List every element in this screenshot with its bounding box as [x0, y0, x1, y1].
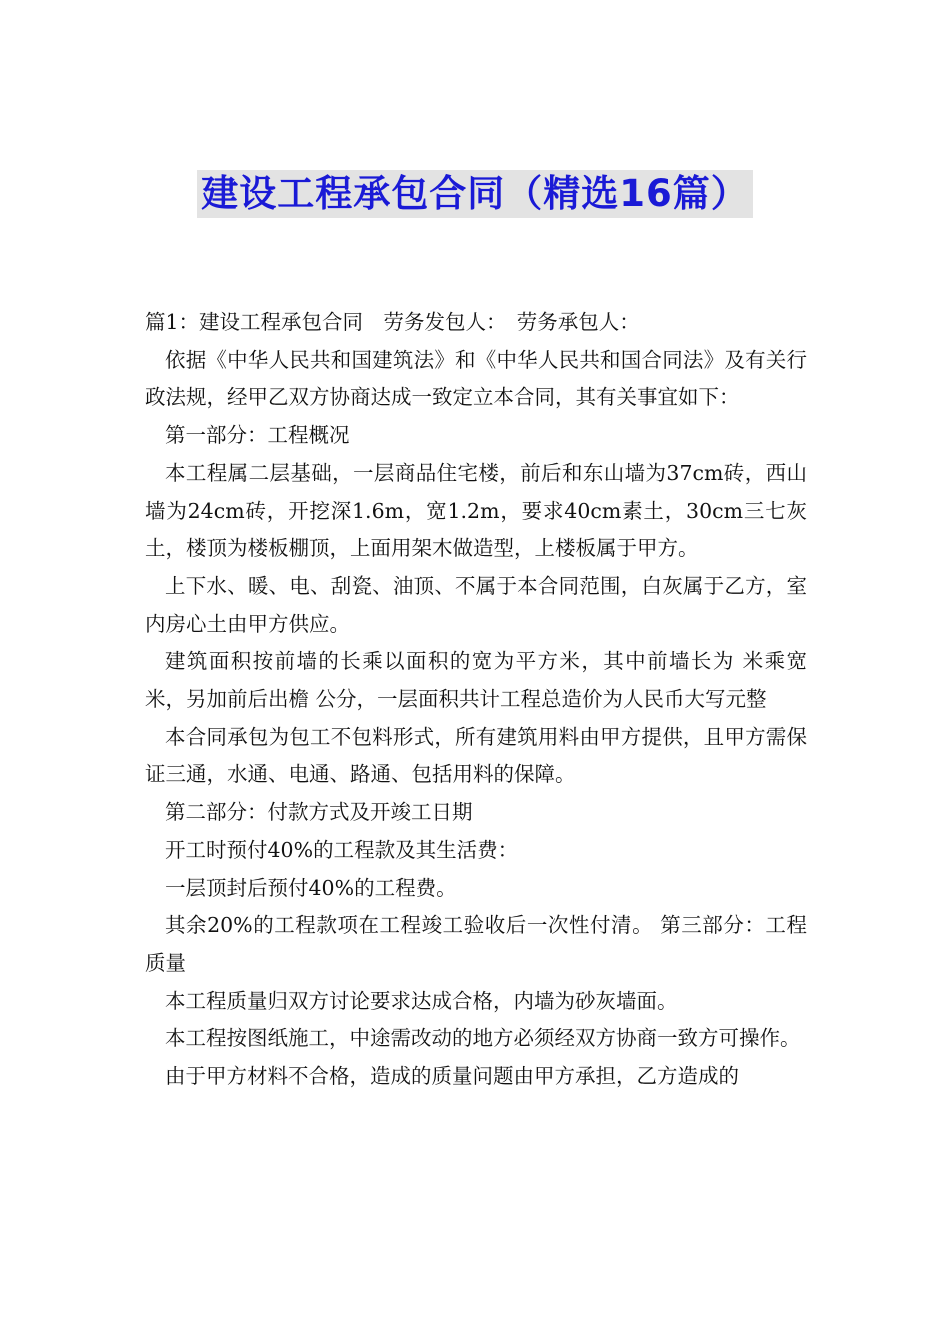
paragraph: 本工程质量归双方讨论要求达成合格，内墙为砂灰墙面。 [165, 988, 678, 1013]
paragraph: 其余20%的工程款项在工程竣工验收后一次性付清。 第三部分：工程质量 [145, 913, 807, 975]
paragraph: 开工时预付40%的工程款及其生活费： [165, 837, 519, 862]
paragraph: 本工程按图纸施工，中途需改动的地方必须经双方协商一致方可操作。 [165, 1026, 801, 1051]
paragraph: 篇1：建设工程承包合同 劳务发包人： 劳务承包人： [145, 310, 640, 334]
paragraph: 一层顶封后预付40%的工程费。 [165, 875, 457, 900]
document-body [145, 304, 807, 1096]
section-heading: 第一部分：工程概况 [165, 423, 350, 448]
paragraph: 由于甲方材料不合格，造成的质量问题由甲方承担，乙方造成的 [165, 1064, 739, 1089]
section-heading: 第二部分：付款方式及开竣工日期 [165, 800, 473, 825]
document-title: 建设工程承包合同（精选16篇） [197, 170, 753, 218]
paragraph: 本工程属二层基础，一层商品住宅楼，前后和东山墙为37cm砖，西山墙为24cm砖，开挖深1.6m，宽1.2m，要求40cm素土，30cm三七灰土，楼顶为楼板棚顶，上面用架木做造型，上楼板属于甲方。 [145, 460, 807, 561]
paragraph: 本合同承包为包工不包料形式，所有建筑用料由甲方提供，且甲方需保证三通，水通、电通、路通、包括用料的保障。 [145, 724, 807, 787]
paragraph: 依据《中华人民共和国建筑法》和《中华人民共和国合同法》及有关行政法规，经甲乙双方协商达成一致定立本合同，其有关事宜如下： [145, 347, 807, 410]
title-container [0, 170, 950, 218]
paragraph: 建筑面积按前墙的长乘以面积的宽为平方米，其中前墙长为 米乘宽 米，另加前后出檐 公分，一层面积共计工程总造价为人民币大写元整 [145, 649, 807, 712]
paragraph: 上下水、暖、电、刮瓷、油顶、不属于本合同范围，白灰属于乙方，室内房心土由甲方供应。 [145, 573, 807, 636]
